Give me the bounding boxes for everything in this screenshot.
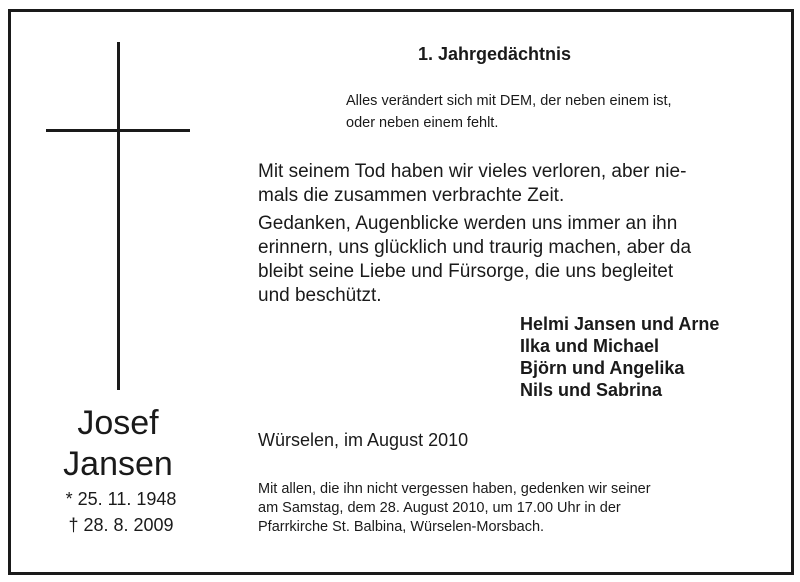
paragraph-line: erinnern, uns glücklich und traurig machen, aber da [258, 237, 692, 258]
cross-vertical-beam [117, 42, 120, 390]
paragraph-1 [258, 160, 763, 208]
paragraph-2 [258, 212, 763, 308]
quote-line: oder neben einem fehlt. [346, 115, 499, 131]
cross-horizontal-beam [46, 129, 190, 132]
paragraph-line: bleibt seine Liebe und Fürsorge, die uns begleitet [258, 261, 674, 282]
family-name: Helmi Jansen und Arne [520, 314, 720, 334]
paragraph-line: Gedanken, Augenblicke werden uns immer an ihn [258, 213, 678, 234]
quote-line: Alles verändert sich mit DEM, der neben einem ist, [346, 93, 672, 109]
deceased-first-name: Josef [77, 404, 159, 442]
birth-date: * 25. 11. 1948 [65, 489, 177, 509]
notice-line: Mit allen, die ihn nicht vergessen haben, gedenken wir seiner [258, 481, 651, 497]
family-signatures [520, 313, 719, 401]
family-name: Ilka und Michael [520, 336, 660, 356]
paragraph-line: Mit seinem Tod haben wir vieles verloren, aber nie- [258, 161, 687, 182]
notice-line: am Samstag, dem 28. August 2010, um 17.00 Uhr in der [258, 500, 621, 516]
memorial-service-notice [258, 480, 763, 537]
family-name: Björn und Angelika [520, 358, 685, 378]
paragraph-line: mals die zusammen verbrachte Zeit. [258, 185, 565, 206]
place-date: Würselen, im August 2010 [258, 430, 469, 450]
deceased-last-name: Jansen [63, 445, 173, 483]
notice-line: Pfarrkirche St. Balbina, Würselen-Morsbach. [258, 519, 545, 535]
death-date: † 28. 8. 2009 [68, 515, 174, 535]
paragraph-line: und beschützt. [258, 285, 382, 306]
quote [346, 90, 766, 134]
family-name: Nils und Sabrina [520, 380, 663, 400]
notice-heading: 1. Jahrgedächtnis [418, 44, 572, 64]
